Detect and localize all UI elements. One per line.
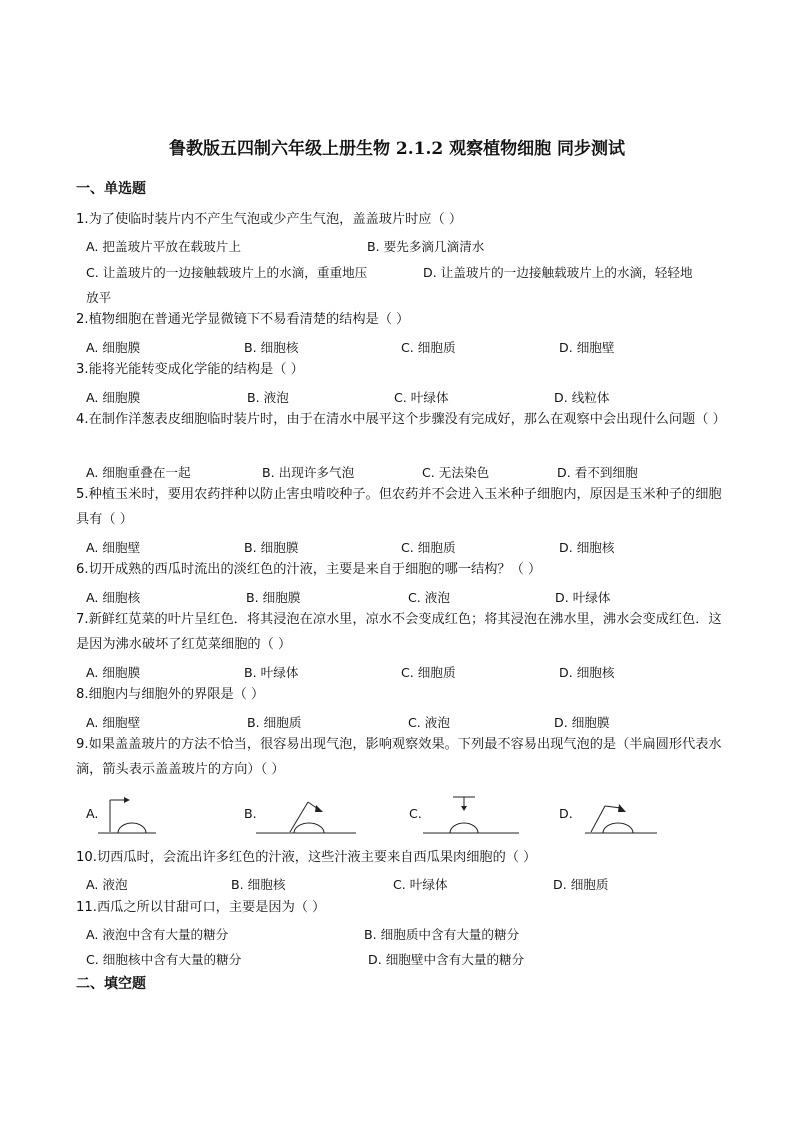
question-11: 11.西瓜之所以甘甜可口，主要是因为（ ） bbox=[76, 900, 326, 915]
q2-option-d[interactable]: D. 细胞壁 bbox=[559, 340, 615, 355]
q11-option-c[interactable]: C. 细胞核中含有大量的糖分 bbox=[86, 952, 242, 967]
coverslip-vertical-diagram bbox=[86, 794, 156, 834]
q9-option-d-label: D. bbox=[559, 806, 573, 821]
q7-option-d[interactable]: D. 细胞核 bbox=[559, 665, 615, 680]
question-4: 4.在制作洋葱表皮细胞临时装片时，由于在清水中展平这个步骤没有完成好，那么在观察中会出现什么问题（ ） bbox=[76, 412, 726, 427]
q9-option-d[interactable] bbox=[559, 794, 659, 834]
coverslip-edge-diagram bbox=[559, 794, 659, 834]
q10-option-b[interactable]: B. 细胞核 bbox=[231, 877, 286, 892]
section-heading-fill-in: 二、填空题 bbox=[76, 976, 146, 992]
question-9: 9.如果盖盖玻片的方法不恰当，很容易出现气泡，影响观察效果。下列最不容易出现气泡的是（半扁圆形代表水滴，箭头表示盖盖玻片的方向）（ ） bbox=[76, 737, 722, 777]
q3-option-a[interactable]: A. 细胞膜 bbox=[86, 390, 141, 405]
q4-option-c[interactable]: C. 无法染色 bbox=[422, 465, 490, 480]
question-10: 10.切西瓜时，会流出许多红色的汁液，这些汁液主要来自西瓜果肉细胞的（ ） bbox=[76, 850, 537, 865]
q10-option-d[interactable]: D. 细胞质 bbox=[553, 877, 609, 892]
q5-option-d[interactable]: D. 细胞核 bbox=[559, 540, 615, 555]
question-6: 6.切开成熟的西瓜时流出的淡红色的汁液，主要是来自于细胞的哪一结构？（ ） bbox=[76, 562, 542, 577]
q1-option-c[interactable]: C. 让盖玻片的一边接触载玻片上的水滴，重重地压 bbox=[86, 265, 368, 280]
q10-option-c[interactable]: C. 叶绿体 bbox=[393, 877, 448, 892]
q2-option-a[interactable]: A. 细胞膜 bbox=[86, 340, 141, 355]
q8-option-b[interactable]: B. 细胞质 bbox=[247, 715, 302, 730]
q3-option-b[interactable]: B. 液泡 bbox=[247, 390, 289, 405]
q8-option-d[interactable]: D. 细胞膜 bbox=[554, 715, 610, 730]
page-title: 鲁教版五四制六年级上册生物 2.1.2 观察植物细胞 同步测试 bbox=[168, 139, 626, 159]
q5-option-a[interactable]: A. 细胞壁 bbox=[86, 540, 141, 555]
q2-option-c[interactable]: C. 细胞质 bbox=[401, 340, 456, 355]
q6-option-b[interactable]: B. 细胞膜 bbox=[246, 590, 301, 605]
q8-option-c[interactable]: C. 液泡 bbox=[408, 715, 450, 730]
q1-option-d-continued: 放平 bbox=[86, 290, 112, 305]
question-2: 2.植物细胞在普通光学显微镜下不易看清楚的结构是（ ） bbox=[76, 312, 410, 327]
q9-option-b-label: B. bbox=[244, 806, 257, 821]
q4-option-b[interactable]: B. 出现许多气泡 bbox=[262, 465, 355, 480]
q7-option-b[interactable]: B. 叶绿体 bbox=[244, 665, 299, 680]
question-7: 7.新鲜红苋菜的叶片呈红色．将其浸泡在凉水里，凉水不会变成红色；将其浸泡在沸水里，沸水会变成红色．这是因为沸水破坏了红苋菜细胞的（ ） bbox=[76, 612, 722, 652]
q5-option-c[interactable]: C. 细胞质 bbox=[401, 540, 456, 555]
q1-option-b[interactable]: B. 要先多滴几滴清水 bbox=[367, 239, 485, 254]
q7-option-c[interactable]: C. 细胞质 bbox=[401, 665, 456, 680]
q6-option-c[interactable]: C. 液泡 bbox=[408, 590, 450, 605]
q1-option-a[interactable]: A. 把盖玻片平放在载玻片上 bbox=[86, 239, 241, 254]
coverslip-drop-diagram bbox=[409, 794, 519, 834]
q11-option-a[interactable]: A. 液泡中含有大量的糖分 bbox=[86, 927, 229, 942]
q11-option-d[interactable]: D. 细胞壁中含有大量的糖分 bbox=[368, 952, 525, 967]
q9-option-b[interactable] bbox=[244, 794, 356, 834]
q9-option-c-label: C. bbox=[409, 806, 422, 821]
q5-option-b[interactable]: B. 细胞膜 bbox=[244, 540, 299, 555]
q4-option-d[interactable]: D. 看不到细胞 bbox=[557, 465, 638, 480]
q4-option-a[interactable]: A. 细胞重叠在一起 bbox=[86, 465, 191, 480]
q8-option-a[interactable]: A. 细胞壁 bbox=[86, 715, 141, 730]
q1-option-d[interactable]: D. 让盖玻片的一边接触载玻片上的水滴，轻轻地 bbox=[423, 265, 693, 280]
section-heading-single-choice: 一、单选题 bbox=[76, 181, 146, 197]
q7-option-a[interactable]: A. 细胞膜 bbox=[86, 665, 141, 680]
q9-option-c[interactable] bbox=[409, 794, 519, 834]
question-5: 5.种植玉米时，要用农药拌种以防止害虫啃咬种子。但农药并不会进入玉米种子细胞内，原因是玉米种子的细胞具有（ ） bbox=[76, 487, 722, 527]
question-3: 3.能将光能转变成化学能的结构是（ ） bbox=[76, 362, 304, 377]
question-1: 1.为了使临时装片内不产生气泡或少产生气泡，盖盖玻片时应（ ） bbox=[76, 212, 463, 227]
q6-option-d[interactable]: D. 叶绿体 bbox=[555, 590, 611, 605]
q9-option-a-label: A. bbox=[86, 806, 99, 821]
coverslip-slanted-diagram bbox=[244, 794, 356, 834]
q10-option-a[interactable]: A. 液泡 bbox=[86, 877, 128, 892]
q6-option-a[interactable]: A. 细胞核 bbox=[86, 590, 141, 605]
q11-option-b[interactable]: B. 细胞质中含有大量的糖分 bbox=[364, 927, 520, 942]
question-8: 8.细胞内与细胞外的界限是（ ） bbox=[76, 687, 265, 702]
q2-option-b[interactable]: B. 细胞核 bbox=[244, 340, 299, 355]
q3-option-c[interactable]: C. 叶绿体 bbox=[394, 390, 449, 405]
q9-option-a[interactable] bbox=[86, 794, 156, 834]
q3-option-d[interactable]: D. 线粒体 bbox=[554, 390, 610, 405]
